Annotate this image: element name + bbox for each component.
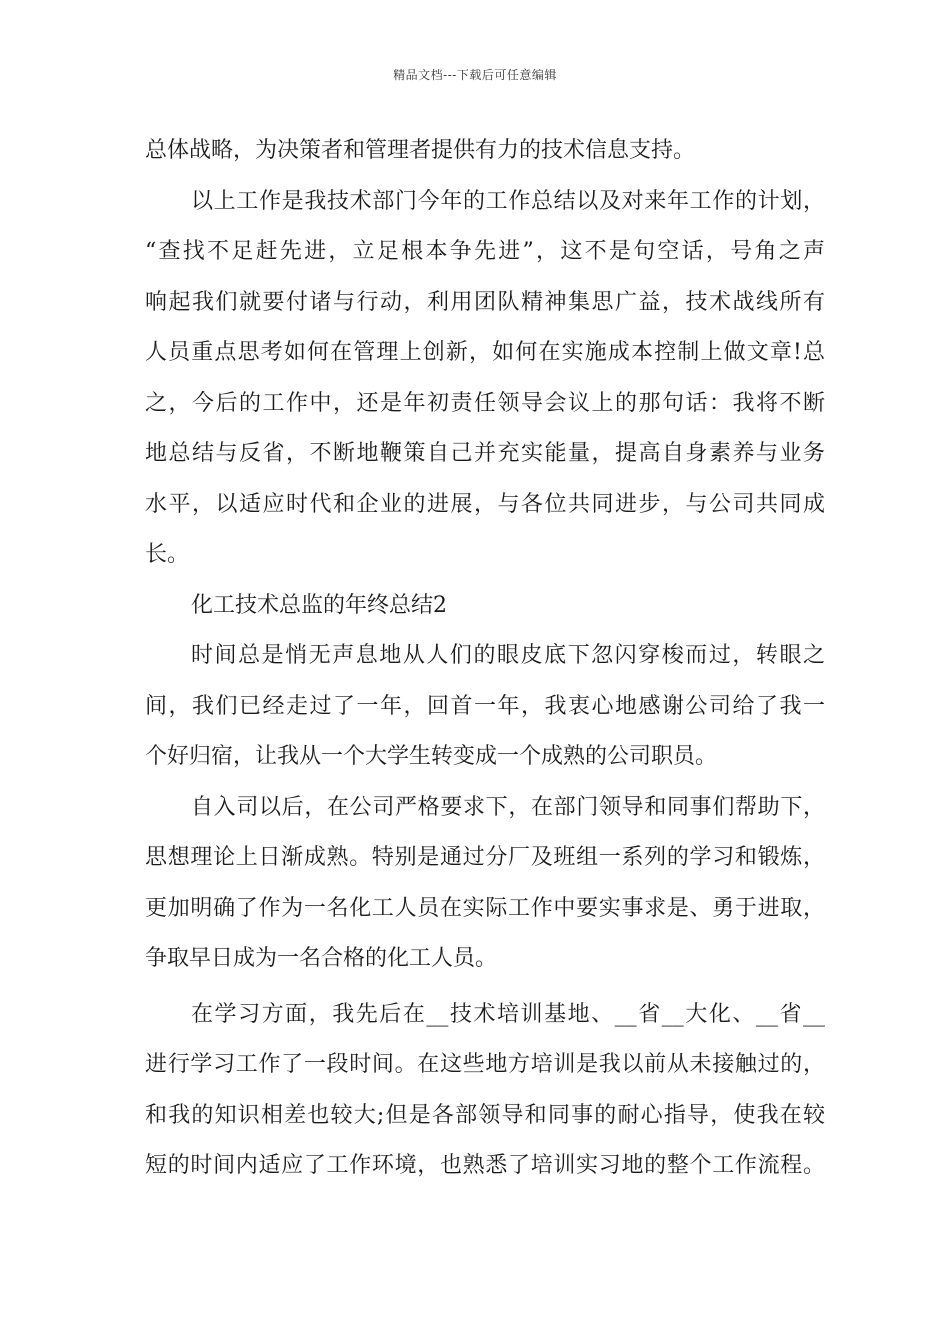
text-line: 和我的知识相差也较大;但是各部领导和同事的耐心指导，使我在较 — [145, 1102, 825, 1128]
text-line: 在学习方面，我先后在__技术培训基地、__省__大化、__省__ — [191, 1001, 825, 1027]
text-line: “查找不足赶先进，立足根本争先进”，这不是句空话，号角之声 — [145, 239, 825, 264]
text-line: 个好归宿，让我从一个大学生转变成一个成熟的公司职员。 — [145, 744, 718, 769]
text-line: 更加明确了作为一名化工人员在实际工作中要实事求是、勇于进取， — [145, 895, 825, 921]
text-line: 水平，以适应时代和企业的进展，与各位共同进步，与公司共同成 — [145, 491, 825, 517]
text-line: 地总结与反省，不断地鞭策自己并充实能量，提高自身素养与业务 — [145, 441, 825, 466]
text-line: 间，我们已经走过了一年，回首一年，我衷心地感谢公司给了我一 — [145, 693, 825, 719]
text-line: 长。 — [145, 542, 190, 567]
text-line: 人员重点思考如何在管理上创新，如何在实施成本控制上做文章!总 — [145, 340, 825, 365]
text-line: 短的时间内适应了工作环境，也熟悉了培训实习地的整个工作流程。 — [145, 1153, 825, 1178]
document-body — [145, 126, 825, 1192]
text-line: 总体战略，为决策者和管理者提供有力的技术信息支持。 — [145, 138, 696, 163]
page-header: 精品文档---下载后可任意编辑 — [393, 68, 557, 82]
text-line: 之，今后的工作中，还是年初责任领导会议上的那句话：我将不断 — [145, 390, 825, 416]
text-line: 自入司以后，在公司严格要求下，在部门领导和同事们帮助下， — [191, 794, 825, 820]
text-line: 进行学习工作了一段时间。在这些地方培训是我以前从未接触过的， — [145, 1052, 825, 1077]
text-line: 时间总是悄无声息地从人们的眼皮底下忽闪穿梭而过，转眼之 — [191, 643, 825, 668]
text-line: 以上工作是我技术部门今年的工作总结以及对来年工作的计划， — [191, 188, 825, 214]
text-line: 思想理论上日渐成熟。特别是通过分厂及班组一系列的学习和锻炼， — [145, 845, 825, 870]
text-line: 争取早日成为一名合格的化工人员。 — [145, 946, 498, 971]
section-heading: 化工技术总监的年终总结2 — [191, 592, 447, 618]
text-line: 响起我们就要付诸与行动，利用团队精神集思广益，技术战线所有 — [145, 289, 825, 315]
